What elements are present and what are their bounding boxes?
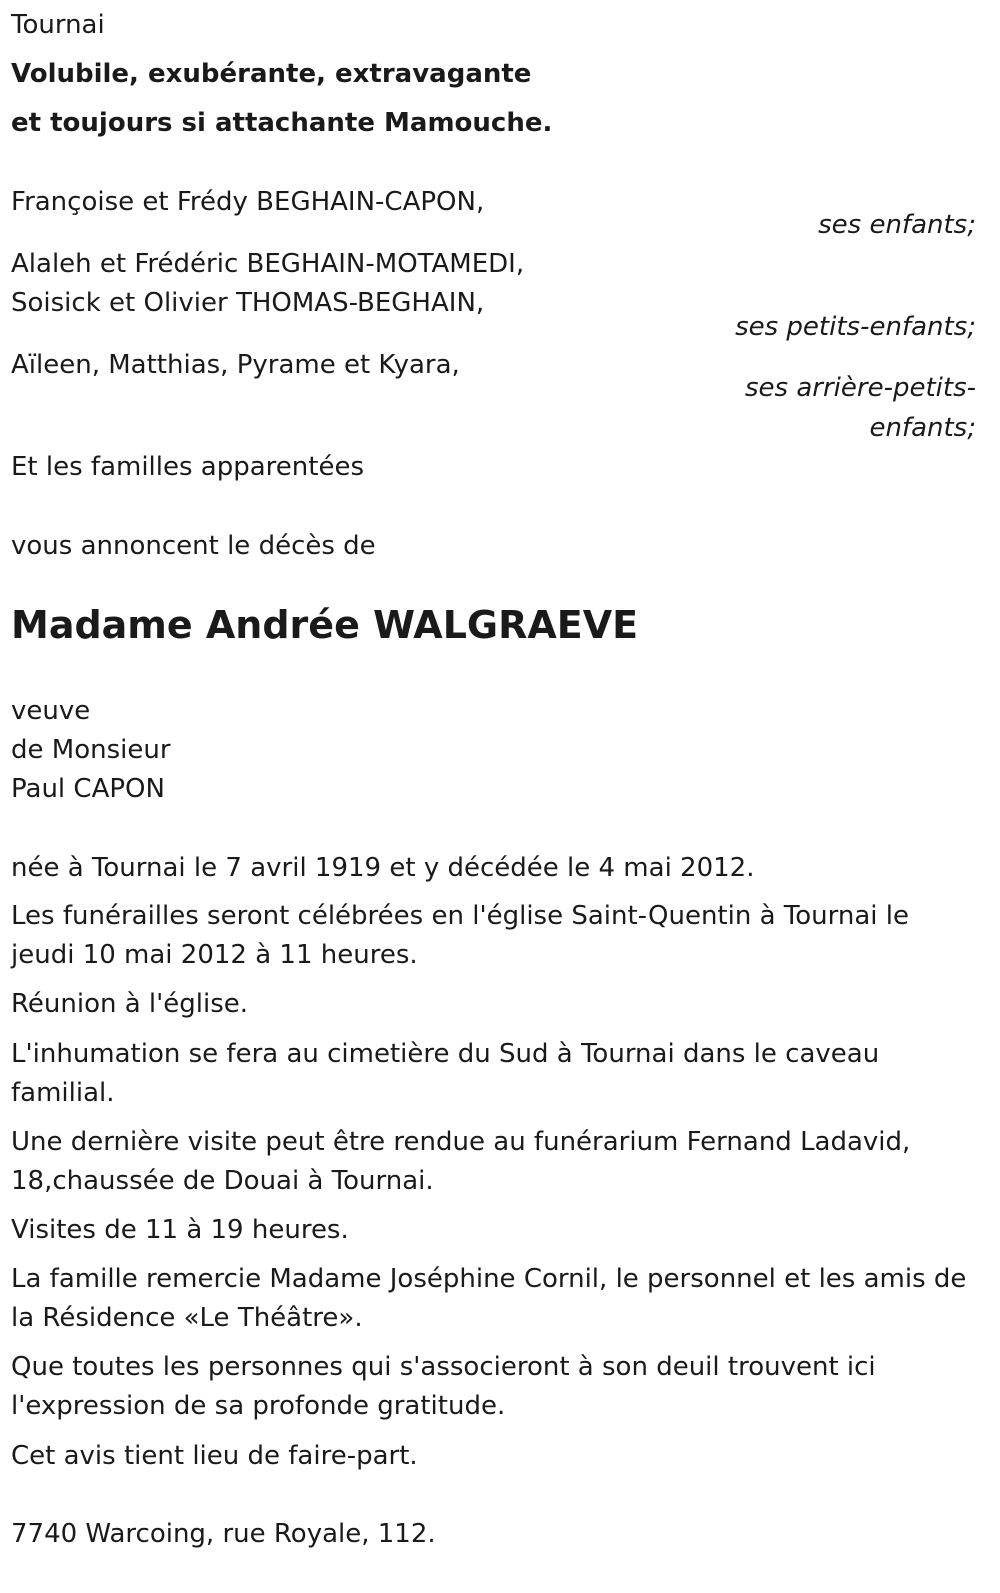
widow-line-3: Paul CAPON: [11, 774, 165, 804]
gratitude-line-1: Que toutes les personnes qui s'associeront à son deuil trouvent ici: [11, 1352, 876, 1382]
families-line: Et les familles apparentées: [11, 452, 365, 482]
visit-line-1: Une dernière visite peut être rendue au funérarium Fernand Ladavid,: [11, 1127, 911, 1157]
widow-line-1: veuve: [11, 696, 91, 726]
family-greatgrandchildren-names: Aïleen, Matthias, Pyrame et Kyara,: [11, 350, 460, 380]
funeral-line-2: jeudi 10 mai 2012 à 11 heures.: [11, 940, 418, 970]
tagline-line-1: Volubile, exubérante, extravagante: [11, 59, 532, 89]
widow-line-2: de Monsieur: [11, 735, 171, 765]
announce-line: vous annoncent le décès de: [11, 531, 376, 561]
burial-line-2: familial.: [11, 1078, 115, 1108]
family-children-names: Françoise et Frédy BEGHAIN-CAPON,: [11, 187, 485, 217]
tagline-line-2: et toujours si attachante Mamouche.: [11, 108, 553, 138]
city-heading: Tournai: [11, 10, 105, 40]
funeral-line-1: Les funérailles seront célébrées en l'église Saint-Quentin à Tournai le: [11, 901, 909, 931]
gratitude-line-2: l'expression de sa profonde gratitude.: [11, 1391, 506, 1421]
family-greatgrandchildren-relation-1: ses arrière-petits-: [745, 373, 976, 403]
family-grandchildren-names-2: Soisick et Olivier THOMAS-BEGHAIN,: [11, 288, 485, 318]
meeting-line: Réunion à l'église.: [11, 989, 249, 1019]
family-grandchildren-names-1: Alaleh et Frédéric BEGHAIN-MOTAMEDI,: [11, 249, 525, 279]
deceased-name: Madame Andrée WALGRAEVE: [11, 603, 639, 647]
address-line: 7740 Warcoing, rue Royale, 112.: [11, 1519, 436, 1549]
thanks-line-2: la Résidence «Le Théâtre».: [11, 1303, 363, 1333]
family-grandchildren-relation: ses petits-enfants;: [735, 312, 976, 342]
family-greatgrandchildren-relation-2: enfants;: [869, 413, 976, 443]
thanks-line-1: La famille remercie Madame Joséphine Cornil, le personnel et les amis de: [11, 1264, 967, 1294]
notice-line: Cet avis tient lieu de faire-part.: [11, 1441, 418, 1471]
visit-hours-line: Visites de 11 à 19 heures.: [11, 1215, 349, 1245]
birth-death-line: née à Tournai le 7 avril 1919 et y décédée le 4 mai 2012.: [11, 853, 755, 883]
family-children-relation: ses enfants;: [818, 210, 976, 240]
burial-line-1: L'inhumation se fera au cimetière du Sud à Tournai dans le caveau: [11, 1039, 880, 1069]
visit-line-2: 18,chaussée de Douai à Tournai.: [11, 1166, 434, 1196]
